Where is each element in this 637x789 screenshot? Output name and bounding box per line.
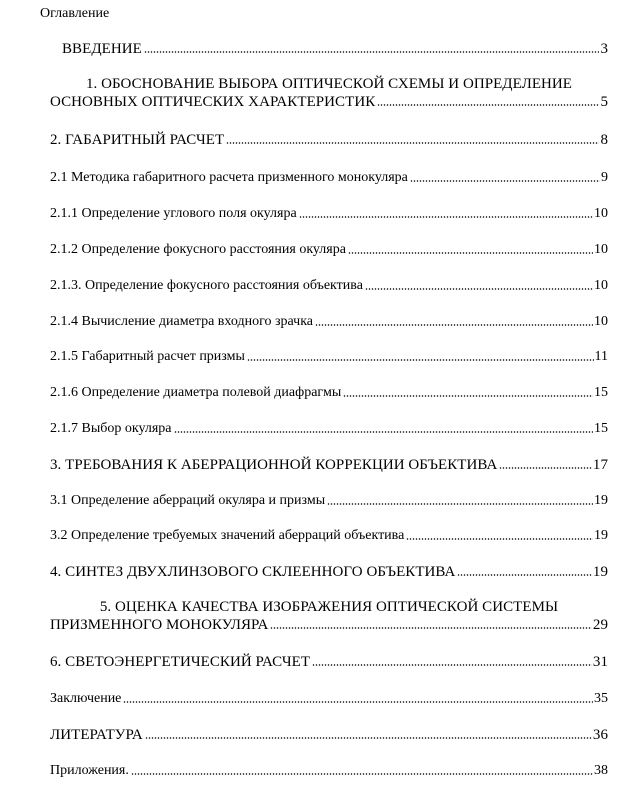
- dot-leader: [457, 573, 591, 577]
- toc-entry-section-3-1[interactable]: [50, 492, 608, 510]
- dot-leader: [131, 772, 593, 776]
- dot-leader: [123, 700, 593, 704]
- toc-entry-chapter-5[interactable]: [50, 598, 608, 634]
- toc-entry-title: 6. СВЕТОЭНЕРГЕТИЧЕСКИЙ РАСЧЕТ: [50, 654, 311, 670]
- toc-entry-section-3-2[interactable]: [50, 527, 608, 545]
- dot-leader: [406, 537, 593, 541]
- toc-entry-title: Приложения.: [50, 763, 129, 778]
- toc-page-number: 38: [594, 763, 608, 778]
- toc-entry-title: 2.1.7 Выбор окуляра: [50, 421, 172, 436]
- toc-entry-title-line1: 5. ОЦЕНКА КАЧЕСТВА ИЗОБРАЖЕНИЯ ОПТИЧЕСКОЙ СИСТЕМЫ: [99, 599, 559, 615]
- dot-leader: [327, 502, 593, 506]
- dot-leader: [247, 358, 594, 362]
- toc-entry-title: 2.1.4 Вычисление диаметра входного зрачка: [50, 314, 314, 329]
- toc-entry-chapter-2[interactable]: [50, 131, 608, 149]
- toc-entry-title: 2.1.2 Определение фокусного расстояния окуляра: [50, 242, 346, 257]
- toc-entry-section-2-1-1[interactable]: [50, 205, 608, 223]
- dot-leader: [144, 50, 600, 54]
- toc-page-number: 10: [594, 242, 608, 257]
- toc-entry-chapter-6[interactable]: [50, 653, 608, 671]
- toc-entry-title: 3.1 Определение аберраций окуляра и призмы: [50, 493, 326, 508]
- toc-page-number: 15: [594, 385, 608, 400]
- toc-entry-section-2-1-2[interactable]: [50, 241, 608, 259]
- toc-entry-appendices[interactable]: [50, 762, 608, 780]
- toc-entry-section-2-1[interactable]: [50, 169, 608, 187]
- toc-entry-title: 4. СИНТЕЗ ДВУХЛИНЗОВОГО СКЛЕЕННОГО ОБЪЕКТИВА: [50, 564, 456, 580]
- toc-page-number: 19: [594, 493, 608, 508]
- toc-page-number: 19: [594, 528, 608, 543]
- toc-entry-chapter-4[interactable]: [50, 563, 608, 581]
- dot-leader: [343, 394, 593, 398]
- toc-entry-title: Заключение: [50, 691, 122, 706]
- toc-page-number: 19: [592, 564, 608, 580]
- toc-heading: Оглавление: [40, 6, 110, 21]
- toc-page-number: 35: [594, 691, 608, 706]
- toc-entry-section-2-1-3[interactable]: [50, 277, 608, 295]
- toc-entry-title: 3.2 Определение требуемых значений аберраций объектива: [50, 528, 405, 543]
- toc-entry-conclusion[interactable]: [50, 690, 608, 708]
- toc-page-number: 15: [594, 421, 608, 436]
- toc-entry-chapter-3[interactable]: [50, 456, 608, 474]
- toc-entry-title: 2.1.1 Определение углового поля окуляра: [50, 206, 297, 221]
- toc-entry-section-2-1-7[interactable]: [50, 420, 608, 438]
- toc-page-number: 10: [594, 206, 608, 221]
- toc-entry-title: 3. ТРЕБОВАНИЯ К АБЕРРАЦИОННОЙ КОРРЕКЦИИ ОБЪЕКТИВА: [50, 457, 498, 473]
- toc-entry-chapter-1[interactable]: [50, 75, 608, 111]
- toc-entry-section-2-1-4[interactable]: [50, 313, 608, 331]
- toc-page-number: 11: [594, 349, 608, 364]
- toc-page-number: 10: [594, 314, 608, 329]
- toc-page-number: 36: [592, 727, 608, 743]
- toc-entry-title: 2.1.6 Определение диаметра полевой диафрагмы: [50, 385, 342, 400]
- dot-leader: [377, 103, 599, 107]
- toc-entry-literature[interactable]: [50, 726, 608, 744]
- toc-page-number: 9: [601, 170, 608, 185]
- dot-leader: [299, 215, 593, 219]
- dot-leader: [365, 287, 593, 291]
- toc-entry-title: 2.1.3. Определение фокусного расстояния объектива: [50, 278, 363, 293]
- toc-entry-section-2-1-5[interactable]: [50, 348, 608, 366]
- toc-page-number: 29: [592, 617, 608, 633]
- dot-leader: [315, 323, 593, 327]
- toc-entry-title: 2. ГАБАРИТНЫЙ РАСЧЕТ: [50, 132, 225, 148]
- toc-entry-introduction[interactable]: [50, 40, 608, 58]
- toc-entry-title: ВВЕДЕНИЕ: [62, 41, 142, 57]
- dot-leader: [270, 626, 591, 630]
- dot-leader: [348, 251, 593, 255]
- toc-entry-title-line1: 1. ОБОСНОВАНИЕ ВЫБОРА ОПТИЧЕСКОЙ СХЕМЫ И ОПРЕДЕЛЕНИЕ: [85, 76, 573, 92]
- toc-page-number: 17: [592, 457, 608, 473]
- toc-entry-title: 2.1 Методика габаритного расчета призменного монокуляра: [50, 170, 408, 185]
- dot-leader: [410, 179, 600, 183]
- dot-leader: [499, 466, 591, 470]
- toc-entry-title: 2.1.5 Габаритный расчет призмы: [50, 349, 245, 364]
- dot-leader: [226, 141, 599, 145]
- dot-leader: [174, 430, 594, 434]
- toc-entry-title-line2: ПРИЗМЕННОГО МОНОКУЛЯРА: [50, 617, 269, 633]
- toc-page-number: 8: [600, 132, 608, 148]
- toc-entry-title: ЛИТЕРАТУРА: [50, 727, 143, 743]
- dot-leader: [312, 663, 592, 667]
- toc-page-number: 31: [592, 654, 608, 670]
- toc-entry-title-line2: ОСНОВНЫХ ОПТИЧЕСКИХ ХАРАКТЕРИСТИК: [50, 94, 376, 110]
- toc-page-number: 10: [594, 278, 608, 293]
- toc-page-number: 5: [600, 94, 608, 110]
- toc-page-number: 3: [600, 41, 608, 57]
- toc-entry-section-2-1-6[interactable]: [50, 384, 608, 402]
- dot-leader: [145, 736, 592, 740]
